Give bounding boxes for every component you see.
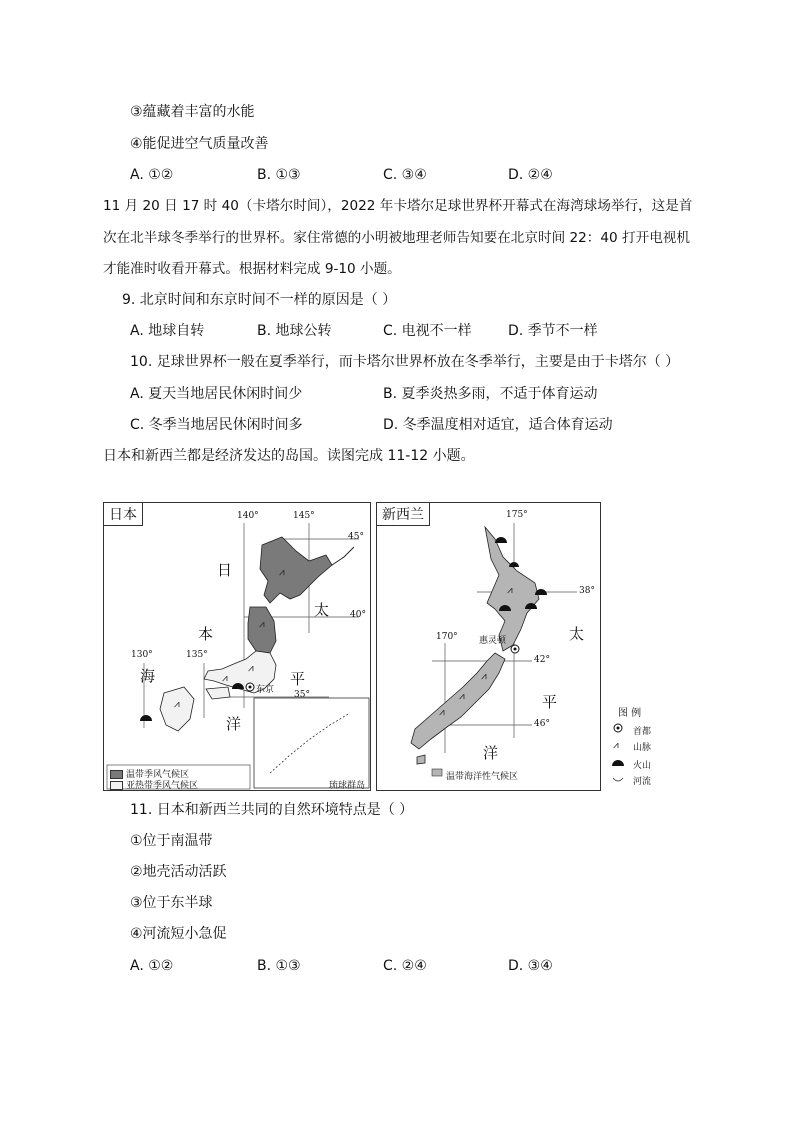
ocean-label: 本 [198,625,214,643]
mountain-icon: ⩘ [613,740,619,751]
legend-capital: 首都 [633,727,652,737]
lon-label: 145° [293,511,315,521]
legend-river: 河流 [633,777,652,787]
ocean-label: 太 [569,625,585,643]
q11-choice-c: C. ②④ [383,958,427,974]
q9-choice-d: D. 季节不一样 [508,323,598,339]
lat-label: 38° [579,586,595,596]
volcano-icon [612,760,624,766]
mountain-icon: ⩘ [439,707,445,718]
q8-choice-d: D. ②④ [508,167,553,183]
honshu-north [248,607,276,653]
passage1-line2: 次在北半球冬季举行的世界杯。家住常德的小明被地理老师告知要在北京时间 22：40 打开电视机 [103,230,690,246]
ocean-label: 平 [290,670,306,688]
ocean-label: 太 [314,601,330,619]
map-legend [606,700,676,790]
volcano-icon [509,562,519,567]
q8-choice-a: A. ①② [130,167,174,183]
mountain-icon: ⩘ [459,691,465,702]
volcano-icon [140,715,152,721]
lon-label: 175° [506,510,528,520]
mountain-icon: ⩘ [222,673,228,684]
legend-temperate: 温带季风气候区 [110,767,189,780]
lon-label: 130° [131,650,153,660]
legend-symbols [610,722,626,798]
japan-map-drawing [104,503,370,790]
nz-map-title: 新西兰 [377,503,430,526]
q10-choice-b: B. 夏季炎热多雨，不适于体育运动 [383,386,598,402]
mountain-icon: ⩘ [279,567,285,578]
legend-volcano: 火山 [633,761,652,771]
q9-choice-b: B. 地球公转 [257,323,332,339]
south-island [411,653,505,749]
mountain-icon: ⩘ [507,585,513,596]
passage2: 日本和新西兰都是经济发达的岛国。读图完成 11-12 小题。 [103,448,475,464]
q11-option-3: ③位于东半球 [130,895,213,911]
mountain-icon: ⩘ [174,699,180,710]
lon-label: 135° [186,650,208,660]
q11-option-4: ④河流短小急促 [130,926,227,942]
japan-map [103,502,371,791]
legend-title: 图 例 [618,708,642,719]
q8-choice-b: B. ①③ [257,167,301,183]
shikoku [206,687,230,699]
lat-label: 46° [534,719,550,729]
mountain-icon: ⩘ [481,671,487,682]
q10-choice-c: C. 冬季当地居民休闲时间多 [130,417,303,433]
ocean-label: 洋 [483,744,499,762]
lat-label: 45° [348,532,364,542]
ocean-label: 洋 [226,715,242,733]
q10-choice-a: A. 夏天当地居民休闲时间少 [130,386,303,402]
subtropical-swatch [110,781,123,790]
mountain-icon: ⩘ [248,663,254,674]
q8-option-4: ④能促进空气质量改善 [130,136,269,152]
q11-option-1: ①位于南温带 [130,833,213,849]
volcano-icon [495,537,507,543]
lat-label: 40° [350,610,366,620]
q8-choice-c: C. ③④ [383,167,427,183]
q11-option-2: ②地壳活动活跃 [130,864,227,880]
lat-label: 35° [294,690,310,700]
legend-subtropical: 亚热带季风气候区 [110,778,198,791]
q11-choice-b: B. ①③ [257,958,301,974]
q9-choice-a: A. 地球自转 [130,323,205,339]
lat-label: 42° [534,655,550,665]
new-zealand-map [376,502,601,791]
legend-mountain: 山脉 [633,743,652,753]
legend-maritime: 温带海洋性气候区 [446,772,519,782]
q10-stem: 10. 足球世界杯一般在夏季举行，而卡塔尔世界杯放在冬季举行，主要是由于卡塔尔（ ） [130,354,680,370]
q10-choice-d: D. 冬季温度相对适宜，适合体育运动 [383,417,613,433]
hokkaido [260,537,332,603]
mountain-icon: ⩘ [259,619,265,630]
passage1-line1: 11 月 20 日 17 时 40（卡塔尔时间），2022 年卡塔尔足球世界杯开幕式在海湾球场举行，这是首 [103,198,693,214]
japan-map-title: 日本 [104,503,143,526]
ocean-label: 日 [217,561,233,579]
q11-choice-a: A. ①② [130,958,174,974]
q9-choice-c: C. 电视不一样 [383,323,472,339]
q11-choice-d: D. ③④ [508,958,553,974]
lon-label: 170° [436,632,458,642]
q8-option-3: ③蕴藏着丰富的水能 [130,104,255,120]
ocean-label: 平 [542,693,558,711]
ocean-label: 海 [140,667,156,685]
passage1-line3: 才能准时收看开幕式。根据材料完成 9-10 小题。 [103,261,401,277]
river-icon [613,778,623,781]
inset-label: 琉球群岛 [329,781,366,791]
capital-label: 东京 [256,685,275,695]
q11-stem: 11. 日本和新西兰共同的自然环境特点是（ ） [130,802,414,818]
lon-label: 140° [237,511,259,521]
capital-label: 惠灵顿 [479,636,507,646]
q9-stem: 9. 北京时间和东京时间不一样的原因是（ ） [122,292,397,308]
